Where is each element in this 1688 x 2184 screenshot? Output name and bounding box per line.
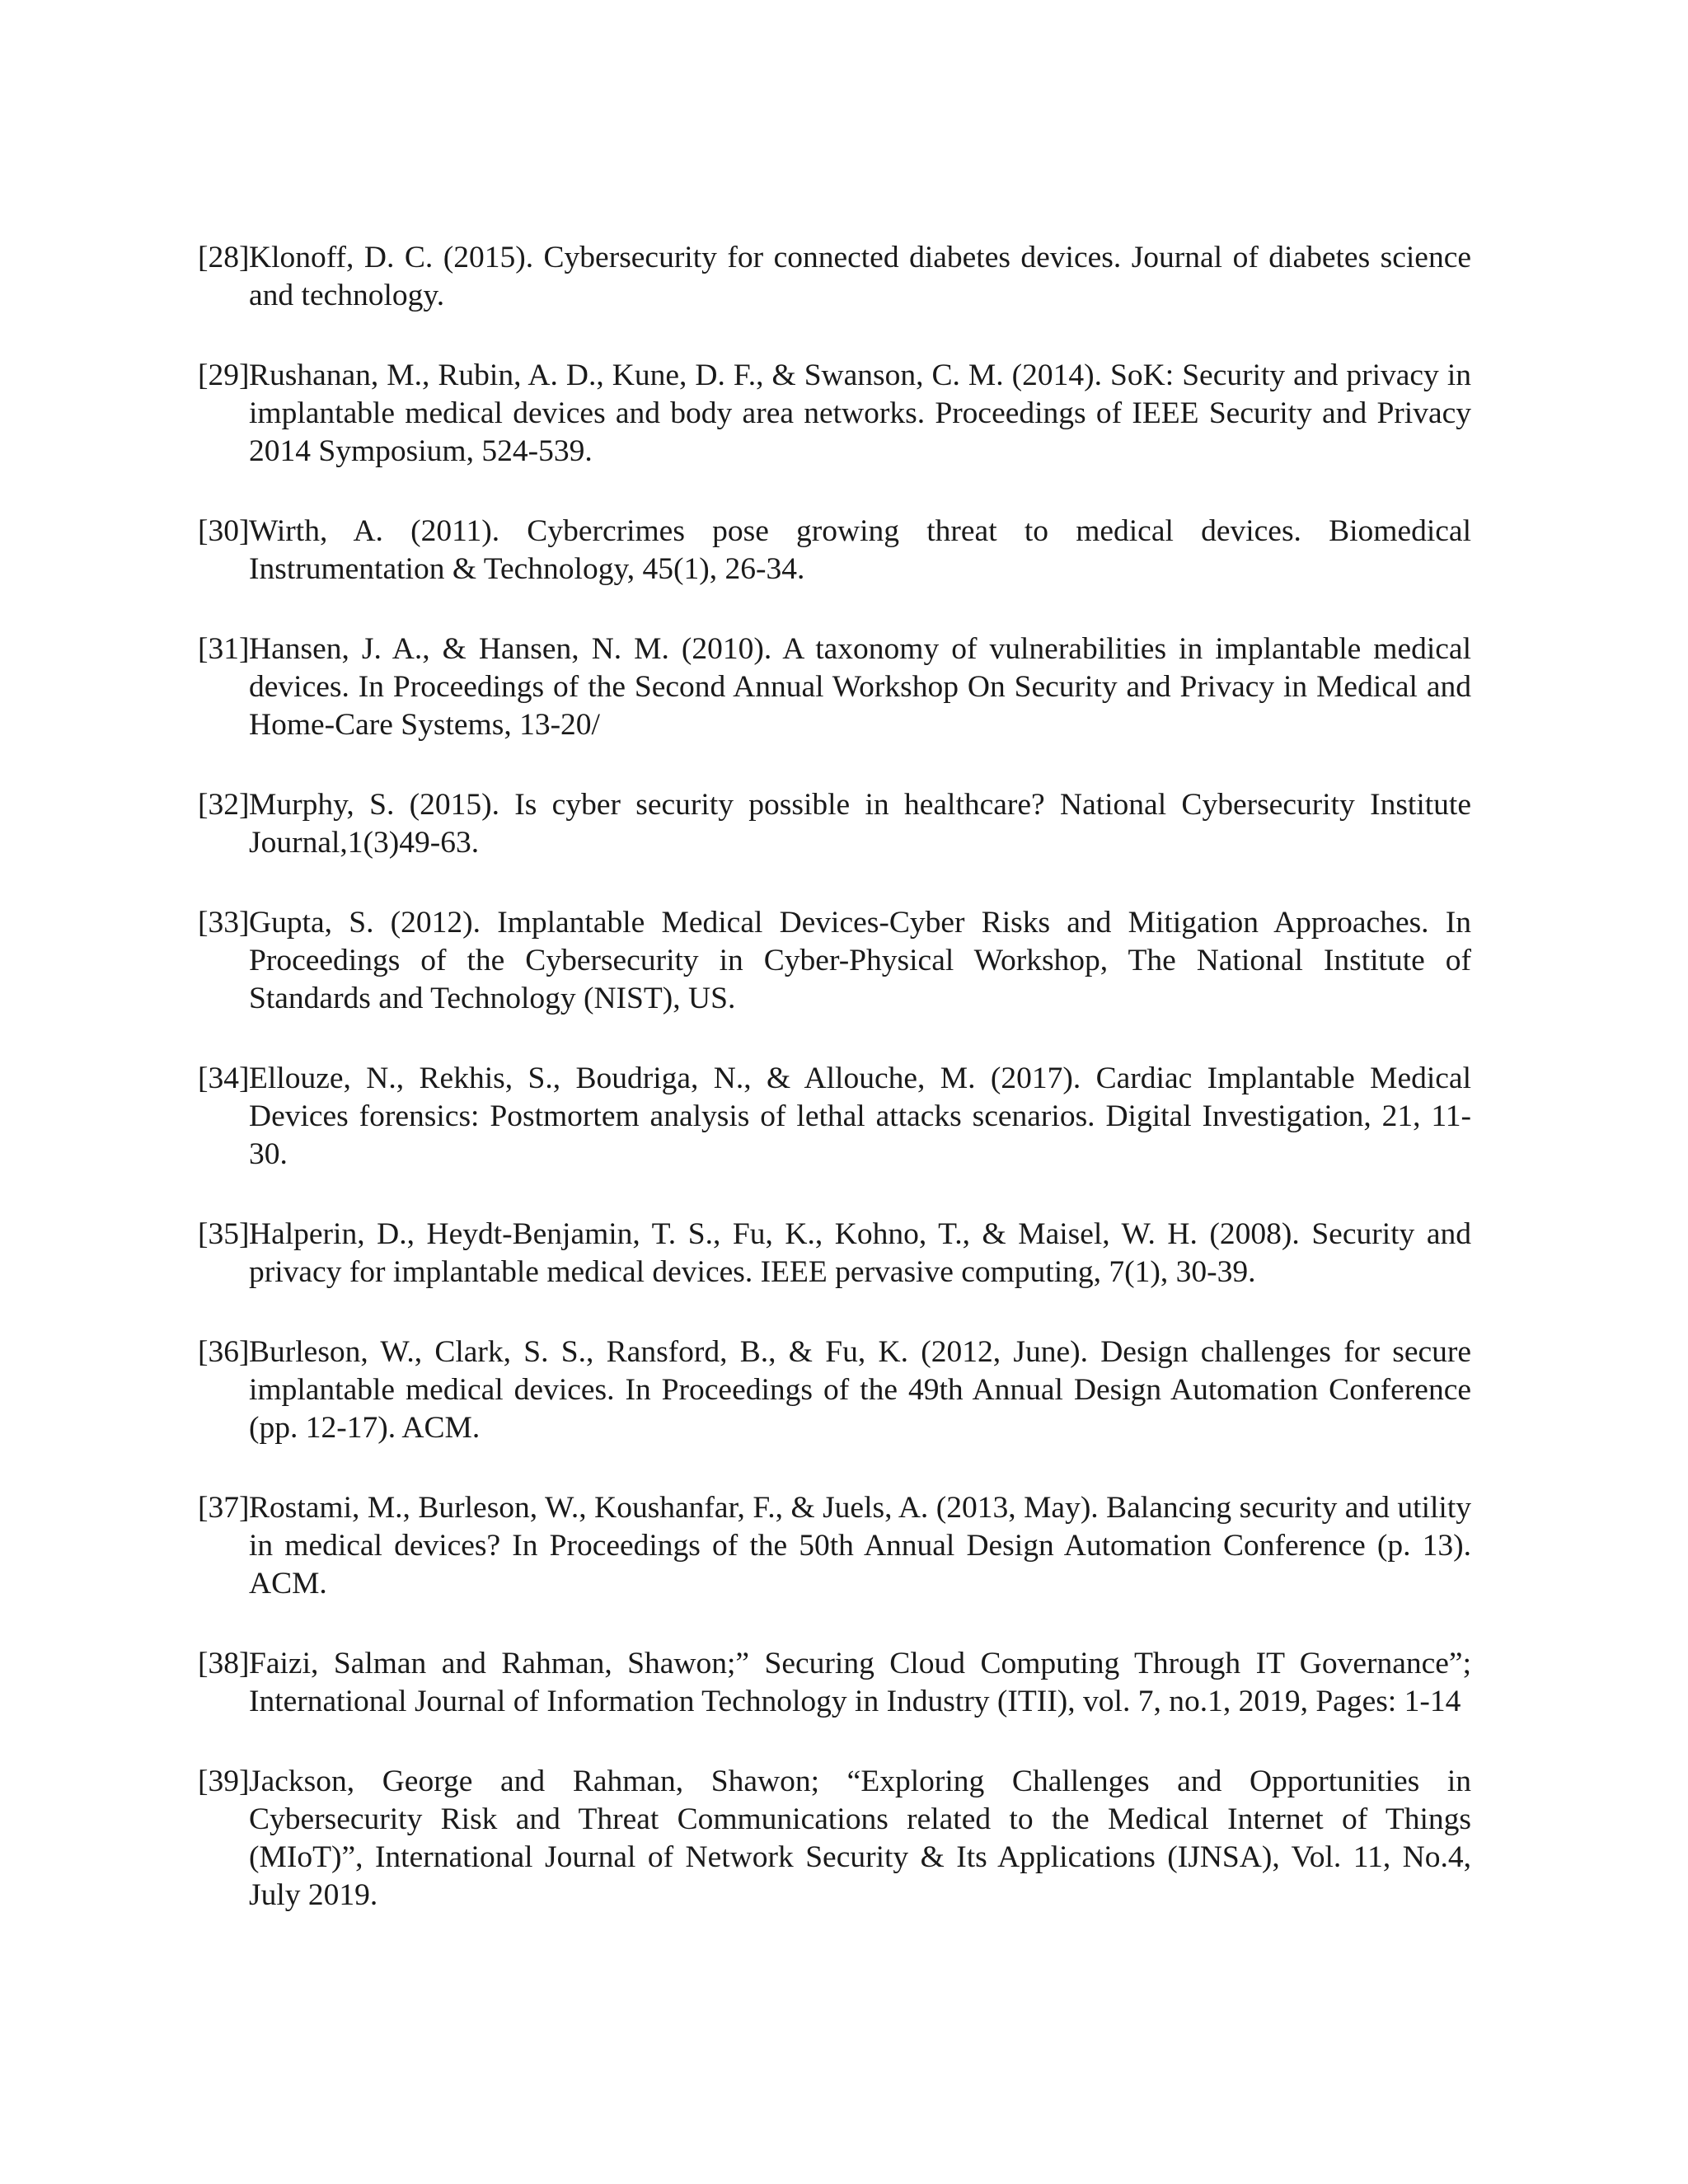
reference-number: [38]	[198, 1647, 250, 1680]
reference-item	[198, 513, 1471, 588]
reference-item	[198, 1060, 1471, 1174]
reference-number: [28]	[198, 241, 250, 274]
reference-text: Murphy, S. (2015). Is cyber security possible in healthcare? National Cybersecurity Institute Journal,1(3)49-63.	[249, 788, 1471, 860]
reference-number: [29]	[198, 359, 250, 392]
reference-number: [31]	[198, 632, 250, 666]
reference-number: [39]	[198, 1765, 250, 1798]
reference-item	[198, 630, 1471, 744]
reference-number: [33]	[198, 906, 250, 940]
reference-item	[198, 357, 1471, 471]
reference-item	[198, 904, 1471, 1018]
reference-item	[198, 1489, 1471, 1603]
reference-number: [34]	[198, 1062, 250, 1095]
reference-text: Wirth, A. (2011). Cybercrimes pose growing threat to medical devices. Biomedical Instrumentation & Technology, 45(1), 26-34.	[249, 514, 1471, 586]
reference-number: [36]	[198, 1335, 250, 1369]
reference-text: Klonoff, D. C. (2015). Cybersecurity for connected diabetes devices. Journal of diabetes science and technology.	[249, 241, 1471, 312]
reference-text: Jackson, George and Rahman, Shawon; “Exploring Challenges and Opportunities in Cybersecurity Risk and Threat Communications related to the Medical Internet of Things (MIoT)”, International Journal of Network Security & Its Applications (IJNSA), Vol. 11, No.4, July 2019.	[249, 1765, 1471, 1912]
reference-item	[198, 1763, 1471, 1915]
reference-item	[198, 1333, 1471, 1447]
reference-item	[198, 786, 1471, 862]
reference-text: Faizi, Salman and Rahman, Shawon;” Securing Cloud Computing Through IT Governance”; International Journal of Information Technology in Industry (ITII), vol. 7, no.1, 2019, Pages: 1-14	[249, 1647, 1471, 1718]
reference-number: [32]	[198, 788, 250, 822]
reference-text: Ellouze, N., Rekhis, S., Boudriga, N., & Allouche, M. (2017). Cardiac Implantable Medical Devices forensics: Postmortem analysis of lethal attacks scenarios. Digital Investigation, 21, 11- 30.	[249, 1062, 1471, 1171]
reference-item	[198, 239, 1471, 315]
reference-item	[198, 1216, 1471, 1291]
reference-text: Hansen, J. A., & Hansen, N. M. (2010). A taxonomy of vulnerabilities in implantable medical devices. In Proceedings of the Second Annual Workshop On Security and Privacy in Medical and Home-Care Systems, 13-20/	[249, 632, 1471, 742]
reference-list	[198, 239, 1471, 1957]
reference-text: Gupta, S. (2012). Implantable Medical Devices-Cyber Risks and Mitigation Approaches. In Proceedings of the Cybersecurity in Cyber-Physical Workshop, The National Institute of Standards and Technology (NIST), US.	[249, 906, 1471, 1015]
reference-number: [30]	[198, 514, 250, 548]
reference-text: Rostami, M., Burleson, W., Koushanfar, F., & Juels, A. (2013, May). Balancing security and utility in medical devices? In Proceedings of the 50th Annual Design Automation Conference (p. 13). ACM.	[249, 1491, 1471, 1601]
reference-text: Burleson, W., Clark, S. S., Ransford, B., & Fu, K. (2012, June). Design challenges for secure implantable medical devices. In Proceedings of the 49th Annual Design Automation Conference (pp. 12-17). ACM.	[249, 1335, 1471, 1445]
reference-text: Rushanan, M., Rubin, A. D., Kune, D. F., & Swanson, C. M. (2014). SoK: Security and privacy in implantable medical devices and body area networks. Proceedings of IEEE Security and Privacy 2014 Symposium, 524-539.	[249, 359, 1471, 468]
reference-number: [37]	[198, 1491, 250, 1525]
reference-item	[198, 1645, 1471, 1721]
reference-text: Halperin, D., Heydt-Benjamin, T. S., Fu, K., Kohno, T., & Maisel, W. H. (2008). Security and privacy for implantable medical devices. IEEE pervasive computing, 7(1), 30-39.	[249, 1217, 1471, 1289]
reference-number: [35]	[198, 1217, 250, 1251]
